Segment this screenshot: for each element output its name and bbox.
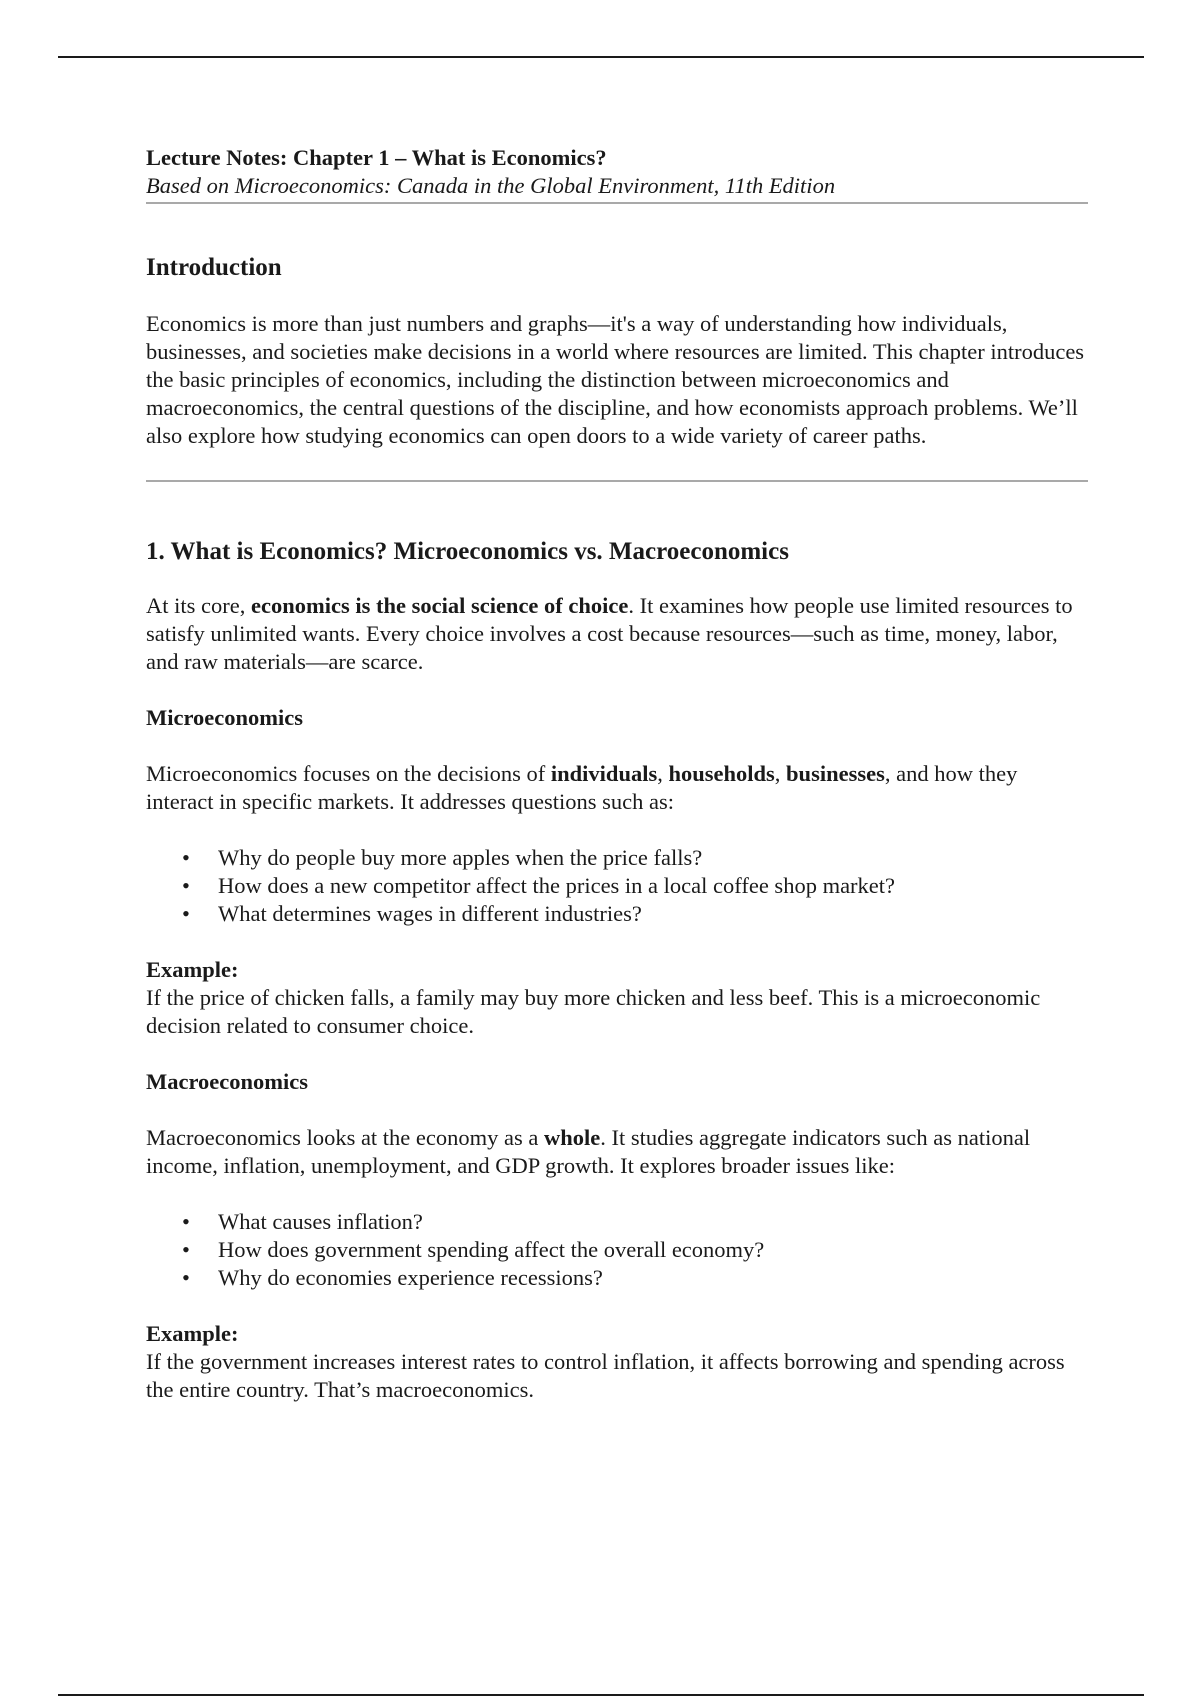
- micro-text-before: Microeconomics focuses on the decisions of: [146, 761, 551, 786]
- bullet-icon: •: [182, 1209, 190, 1234]
- macroeconomics-paragraph: [146, 1124, 1088, 1180]
- bullet-icon: •: [182, 1265, 190, 1290]
- list-item-text: What determines wages in different industries?: [218, 901, 642, 926]
- micro-bold-households: households: [668, 761, 775, 786]
- micro-bold-businesses: businesses: [786, 761, 885, 786]
- list-item: [146, 1208, 1088, 1236]
- micro-bold-individuals: individuals: [550, 761, 658, 786]
- micro-separator: ,: [774, 761, 787, 786]
- section-1-heading: 1. What is Economics? Microeconomics vs. Macroeconomics: [146, 538, 789, 565]
- list-item-text: How does a new competitor affect the prices in a local coffee shop market?: [218, 873, 896, 898]
- document-subtitle: Based on Microeconomics: Canada in the Global Environment, 11th Edition: [146, 173, 836, 198]
- list-item: [146, 872, 1088, 900]
- introduction-paragraph: Economics is more than just numbers and graphs—it's a way of understanding how individuals, businesses, and societies make decisions in a world where resources are limited. This chapter introduces the basic principles of economics, including the distinction between microeconomics and macroeconomics, the central questions of the discipline, and how economists approach problems. We’ll also explore how studying economics can open doors to a wide variety of career paths.: [146, 311, 1085, 448]
- introduction-heading: Introduction: [146, 254, 282, 281]
- micro-example-label: Example:: [146, 957, 239, 982]
- economics-definition-paragraph: [146, 592, 1088, 676]
- definition-bold-text: economics is the social science of choice: [250, 593, 629, 618]
- macro-example-label: Example:: [146, 1321, 239, 1346]
- microeconomics-question-list: [146, 844, 1088, 928]
- document-title: Lecture Notes: Chapter 1 – What is Economics?: [146, 145, 607, 170]
- bullet-icon: •: [182, 845, 190, 870]
- macroeconomics-question-list: [146, 1208, 1088, 1292]
- macro-example-text: If the government increases interest rates to control inflation, it affects borrowing and spending across the entire country. That’s macroeconomics.: [146, 1349, 1065, 1402]
- header-divider: [146, 202, 1088, 204]
- microeconomics-paragraph: [146, 760, 1088, 816]
- microeconomics-heading: Microeconomics: [146, 705, 304, 730]
- document-body: [146, 144, 1088, 1404]
- list-item-text: What causes inflation?: [218, 1209, 423, 1234]
- page-bottom-rule: [58, 1694, 1144, 1696]
- list-item: [146, 1236, 1088, 1264]
- list-item-text: Why do economies experience recessions?: [218, 1265, 603, 1290]
- macro-text-before: Macroeconomics looks at the economy as a: [146, 1125, 545, 1150]
- page-top-rule: [58, 56, 1144, 58]
- list-item: [146, 1264, 1088, 1292]
- macro-bold-whole: whole: [544, 1125, 601, 1150]
- list-item: [146, 900, 1088, 928]
- list-item-text: How does government spending affect the overall economy?: [218, 1237, 765, 1262]
- list-item: [146, 844, 1088, 872]
- macroeconomics-heading: Macroeconomics: [146, 1069, 309, 1094]
- bullet-icon: •: [182, 1237, 190, 1262]
- micro-example-text: If the price of chicken falls, a family may buy more chicken and less beef. This is a microeconomic decision related to consumer choice.: [146, 985, 1041, 1038]
- section-divider: [146, 480, 1088, 482]
- definition-text-after: . It examines how people use limited resources to satisfy unlimited wants. Every choice involves a cost because resources—such as time, money, labor, and raw materials—are scarce.: [146, 593, 1073, 674]
- bullet-icon: •: [182, 901, 190, 926]
- bullet-icon: •: [182, 873, 190, 898]
- micro-separator: ,: [657, 761, 669, 786]
- micro-text-after: , and how they interact in specific markets. It addresses questions such as:: [146, 761, 1018, 814]
- list-item-text: Why do people buy more apples when the price falls?: [218, 845, 703, 870]
- definition-text-before: At its core,: [146, 593, 251, 618]
- macro-text-after: . It studies aggregate indicators such as national income, inflation, unemployment, and GDP growth. It explores broader issues like:: [146, 1125, 1031, 1178]
